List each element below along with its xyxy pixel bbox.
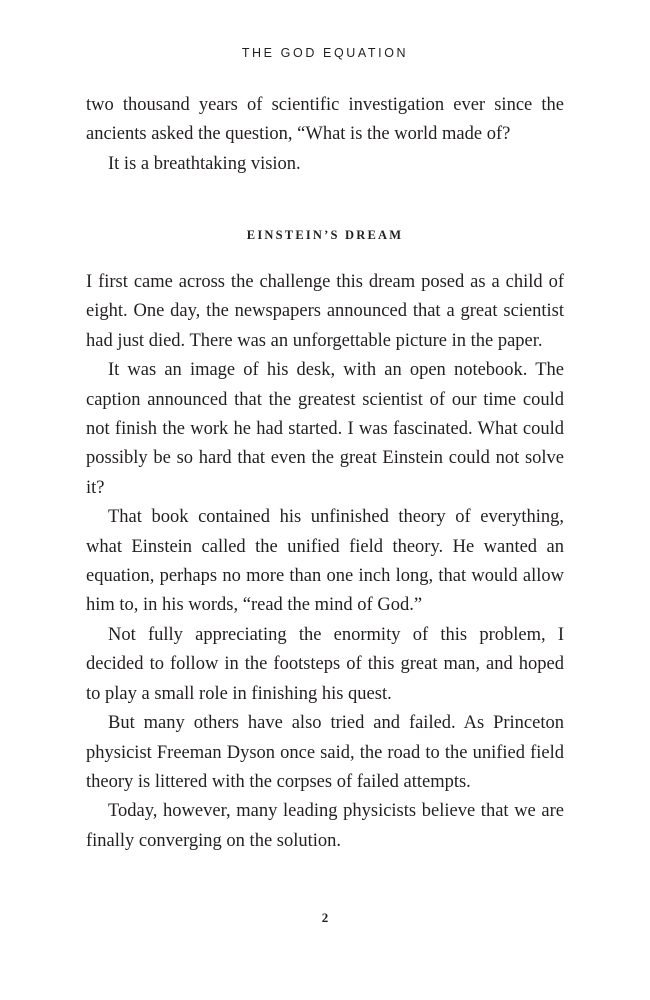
paragraph: It was an image of his desk, with an open notebook. The caption announced that the greatest scientist of our time could not finish the work he had started. I was fascinated. What could possibly be so hard that even the great Einstein could not solve it? [86,360,564,498]
running-head: THE GOD EQUATION [241,46,409,60]
paragraph: But many others have also tried and failed. As Princeton physicist Freeman Dyson once said, the road to the unified field theory is littered with the corpses of failed attempts. [86,713,564,792]
paragraph: Today, however, many leading physicists believe that we are finally converging on the solution. [86,801,564,851]
paragraph: Not fully appreciating the enormity of this problem, I decided to follow in the footsteps of this great man, and hoped to play a small role in finishing his quest. [86,624,564,704]
section-heading: EINSTEIN’S DREAM [246,228,404,242]
paragraph: That book contained his unfinished theory of everything, what Einstein called the unified field theory. He wanted an equation, perhaps no more than one inch long, that would allow him to, in his words, “read the mind of God.” [86,507,564,616]
paragraph: I first came across the challenge this dream posed as a child of eight. One day, the newspapers announced that a great scientist had just died. There was an unforgettable picture in the paper. [86,272,564,351]
paragraph: two thousand years of scientific investigation ever since the ancients asked the question, “What is the world made of? [86,95,564,145]
section-body [86,268,564,856]
paragraph: It is a breathtaking vision. [108,153,301,174]
page-number: 2 [321,910,329,925]
intro-text [86,91,564,179]
